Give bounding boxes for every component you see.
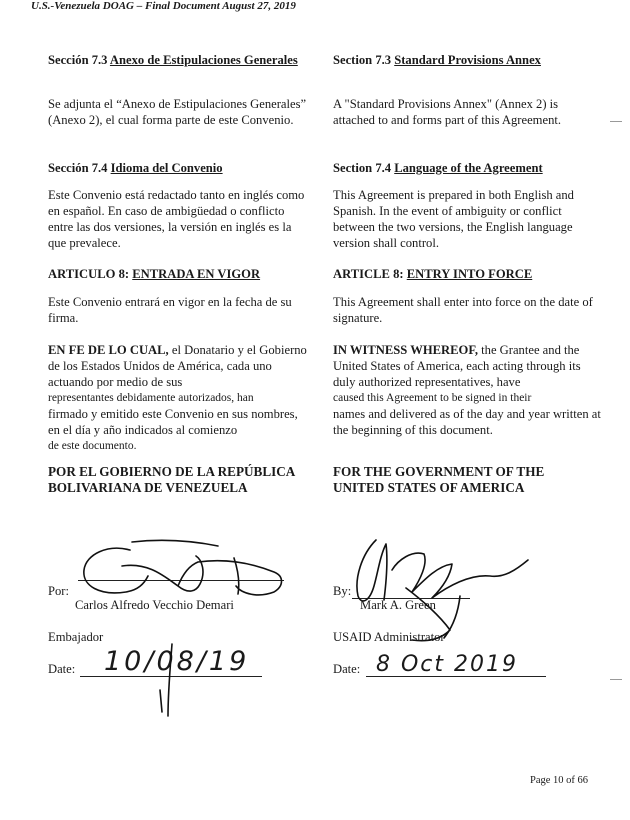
section-7-3-heading-en: Section 7.3 Standard Provisions Annex xyxy=(333,53,541,67)
article-8-heading-en: ARTICLE 8: ENTRY INTO FORCE xyxy=(333,267,533,281)
article-8-body-es: Este Convenio entrará en vigor en la fecha de su firma. xyxy=(48,295,292,325)
signer-title-es: Embajador xyxy=(48,630,104,644)
article-8-title-es: ENTRADA EN VIGOR xyxy=(132,267,261,281)
date-label-en: Date: xyxy=(333,662,361,676)
date-stroke-es xyxy=(150,640,190,720)
section-7-3-body-en: A "Standard Provisions Annex" (Annex 2) is attached to and forms part of this Agreement. xyxy=(333,97,562,127)
government-heading-en: FOR THE GOVERNMENT OF THE UNITED STATES OF AMERICA xyxy=(333,464,545,495)
signer-name-en: Mark A. Green xyxy=(360,598,436,612)
handwritten-date-es: 10/08/19 xyxy=(104,646,250,677)
section-7-4-body-es: Este Convenio está redactado tanto en inglés como en español. En caso de ambigüedad o conflicto entre las dos versiones, la versión en inglés es la que prevalece. xyxy=(48,188,305,250)
por-label: Por: xyxy=(48,584,69,598)
handwritten-signature-es xyxy=(78,536,290,606)
section-7-4-heading-es: Sección 7.4 Idioma del Convenio xyxy=(48,161,223,175)
section-7-3-title-es: Anexo de Estipulaciones Generales xyxy=(109,53,298,67)
document-header: U.S.-Venezuela DOAG – Final Document August 27, 2019 xyxy=(31,0,296,12)
article-8-title-en: ENTRY INTO FORCE xyxy=(406,267,533,281)
article-8-heading-es: ARTICULO 8: ENTRADA EN VIGOR xyxy=(48,267,261,281)
section-7-4-title-en: Language of the Agreement xyxy=(394,161,543,175)
signer-name-es: Carlos Alfredo Vecchio Demari xyxy=(75,598,234,612)
handwritten-date-en: 8 Oct 2019 xyxy=(376,652,519,677)
section-7-4-title-es: Idioma del Convenio xyxy=(110,161,223,175)
witness-clause-es: EN FE DE LO CUAL, el Donatario y el Gobierno de los Estados Unidos de América, cada uno actuando por medio de sus representantes debidamente autorizados, han firmado y emitido este Convenio en sus nombres, en el día y año indicados al comienzo de este documento. xyxy=(48,343,307,452)
section-7-3-title-en: Standard Provisions Annex xyxy=(394,53,541,67)
section-7-3-heading-es: Sección 7.3 Anexo de Estipulaciones Generales xyxy=(48,53,298,67)
section-7-4-heading-en: Section 7.4 Language of the Agreement xyxy=(333,161,543,175)
date-label-es: Date: xyxy=(48,662,76,676)
section-7-4-body-en: This Agreement is prepared in both English and Spanish. In the event of ambiguity or conflict between the two versions, the English language version shall control. xyxy=(333,188,574,250)
article-8-body-en: This Agreement shall enter into force on the date of signature. xyxy=(333,295,593,325)
section-7-3-body-es: Se adjunta el “Anexo de Estipulaciones Generales” (Anexo 2), el cual forma parte de este Convenio. xyxy=(48,97,307,127)
signer-title-en: USAID Administrator xyxy=(333,630,445,644)
page-number: Page 10 of 66 xyxy=(530,775,589,786)
by-label: By: xyxy=(333,584,352,598)
government-heading-es: POR EL GOBIERNO DE LA REPÚBLICA BOLIVARIANA DE VENEZUELA xyxy=(48,464,296,495)
scan-mark xyxy=(610,121,622,122)
witness-clause-en: IN WITNESS WHEREOF, the Grantee and the United States of America, each acting through its duly authorized representatives, have caused this Agreement to be signed in their names and delivered as of the day and year written at the beginning of this document. xyxy=(333,343,601,437)
scan-mark xyxy=(610,679,622,680)
